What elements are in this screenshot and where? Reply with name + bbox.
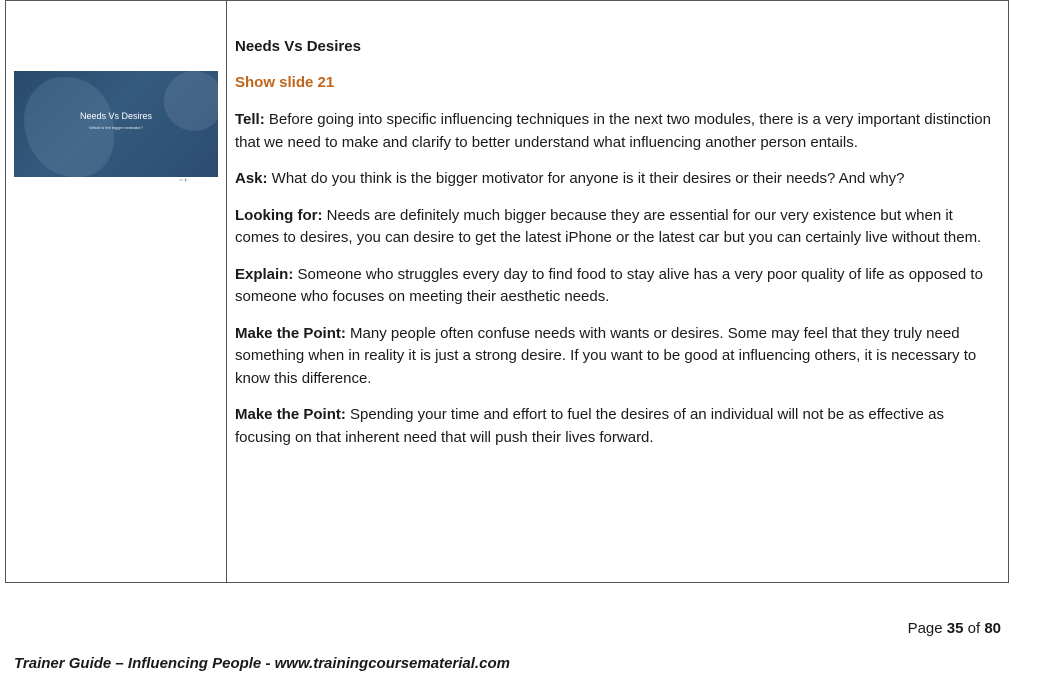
page-prefix: Page	[907, 620, 947, 637]
paragraph-text: Before going into specific influencing techniques in the next two modules, there is a very important distinction that we need to make and clarify to better understand what influencing another person entails.	[235, 111, 991, 151]
section-heading: Needs Vs Desires	[235, 38, 361, 55]
slide-thumbnail[interactable]	[14, 71, 218, 177]
slide-column	[6, 1, 227, 582]
thumbnail-subtitle: Which is the bigger motivator?	[89, 125, 143, 130]
page-total: 80	[984, 620, 1001, 637]
paragraph-label: Explain:	[235, 265, 294, 283]
paragraph-label: Make the Point:	[235, 324, 346, 342]
paragraph-text: Many people often confuse needs with wants or desires. Some may feel that they truly need something when in reality it is just a strong desire. If you want to be good at influencing others, it is necessary to know this difference.	[235, 324, 977, 387]
paragraph-label: Ask:	[235, 170, 268, 187]
page-of: of	[963, 620, 985, 637]
show-slide-instruction: Show slide 21	[235, 74, 335, 91]
paragraph-text: What do you think is the bigger motivator for anyone is it their desires or their needs? And why?	[267, 170, 905, 187]
notes-column	[227, 1, 1008, 582]
page-current: 35	[946, 620, 964, 637]
thumbnail-footer-mark: ▪▪▪ ▮ ▫	[179, 177, 190, 182]
paragraph-make-the-point-2	[235, 404, 994, 449]
paragraph-label: Looking for:	[235, 206, 323, 224]
paragraph-label: Tell:	[235, 111, 265, 128]
paragraph-looking-for	[235, 205, 994, 250]
paragraph-explain	[235, 264, 994, 309]
paragraph-ask	[235, 168, 994, 191]
paragraph-make-the-point-1	[235, 323, 994, 391]
paragraph-text: Needs are definitely much bigger because they are essential for our very existence but when it comes to desires, you can desire to get the latest iPhone or the latest car but you can certainly live without them.	[235, 206, 982, 246]
thumbnail-title: Needs Vs Desires	[79, 111, 153, 121]
page-number	[908, 620, 1001, 637]
content-table	[5, 0, 1009, 583]
document-footer: Trainer Guide – Influencing People - www.trainingcoursematerial.com	[14, 655, 510, 672]
paragraph-text: Someone who struggles every day to find food to stay alive has a very poor quality of life as opposed to someone who focuses on meeting their aesthetic needs.	[235, 265, 983, 305]
paragraph-text: Spending your time and effort to fuel the desires of an individual will not be as effective as focusing on that inherent need that will push their lives forward.	[235, 406, 944, 446]
paragraph-label: Make the Point:	[235, 406, 346, 423]
thumbnail-background-shape	[164, 71, 218, 131]
paragraph-tell	[235, 109, 994, 154]
